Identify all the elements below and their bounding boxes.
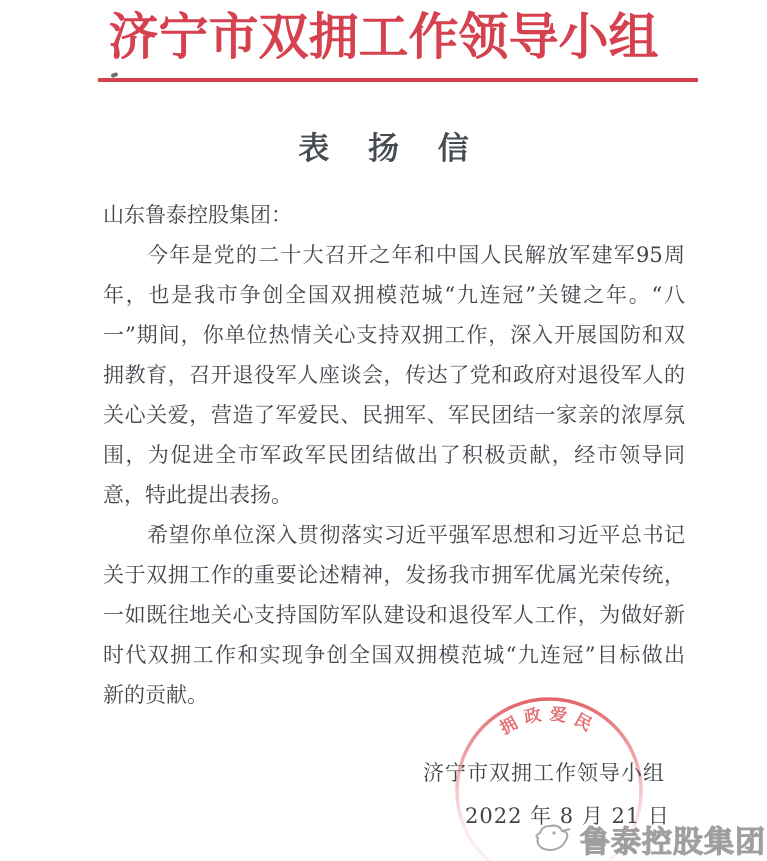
body-line: 意，特此提出表扬。 bbox=[103, 483, 292, 507]
signature-date: 2022 年 8 月 21 日 bbox=[465, 804, 670, 828]
signature-org: 济宁市双拥工作领导小组 bbox=[423, 761, 665, 785]
lutai-logo-icon bbox=[532, 820, 578, 858]
body-line: 关心关爱，营造了军爱民、民拥军、军民团结一家亲的浓厚氛 bbox=[103, 403, 685, 427]
body-line: 希望你单位深入贯彻落实习近平强军思想和习近平总书记 bbox=[147, 523, 685, 547]
letter-title: 表 扬 信 bbox=[298, 131, 469, 167]
letterhead-org-title: 济宁市双拥工作领导小组 bbox=[108, 7, 659, 66]
body-line: 年，也是我市争创全国双拥模范城“九连冠”关键之年。“八 bbox=[103, 283, 685, 307]
body-line: 一如既往地关心支持国防军队建设和退役军人工作，为做好新 bbox=[103, 603, 685, 627]
letterhead-rule bbox=[98, 78, 698, 82]
body-line: 今年是党的二十大召开之年和中国人民解放军建军95周 bbox=[147, 243, 685, 267]
salutation: 山东鲁泰控股集团： bbox=[103, 203, 292, 227]
body-line: 关于双拥工作的重要论述精神，发扬我市拥军优属光荣传统， bbox=[103, 563, 685, 587]
body-line: 时代双拥工作和实现争创全国双拥模范城“九连冠”目标做出 bbox=[103, 643, 685, 667]
body-line: 新的贡献。 bbox=[103, 683, 208, 707]
watermark bbox=[532, 817, 766, 861]
letter-body bbox=[103, 195, 685, 715]
watermark-text: 鲁泰控股集团 bbox=[580, 825, 766, 860]
body-line: 围，为促进全市军政军民团结做出了积极贡献，经市领导同 bbox=[103, 443, 685, 467]
body-line: 一”期间，你单位热情关心支持双拥工作，深入开展国防和双 bbox=[103, 323, 685, 347]
body-line: 拥教育，召开退役军人座谈会，传达了党和政府对退役军人的 bbox=[103, 363, 685, 387]
seal-arc-text: 拥政爱民 bbox=[496, 704, 602, 740]
